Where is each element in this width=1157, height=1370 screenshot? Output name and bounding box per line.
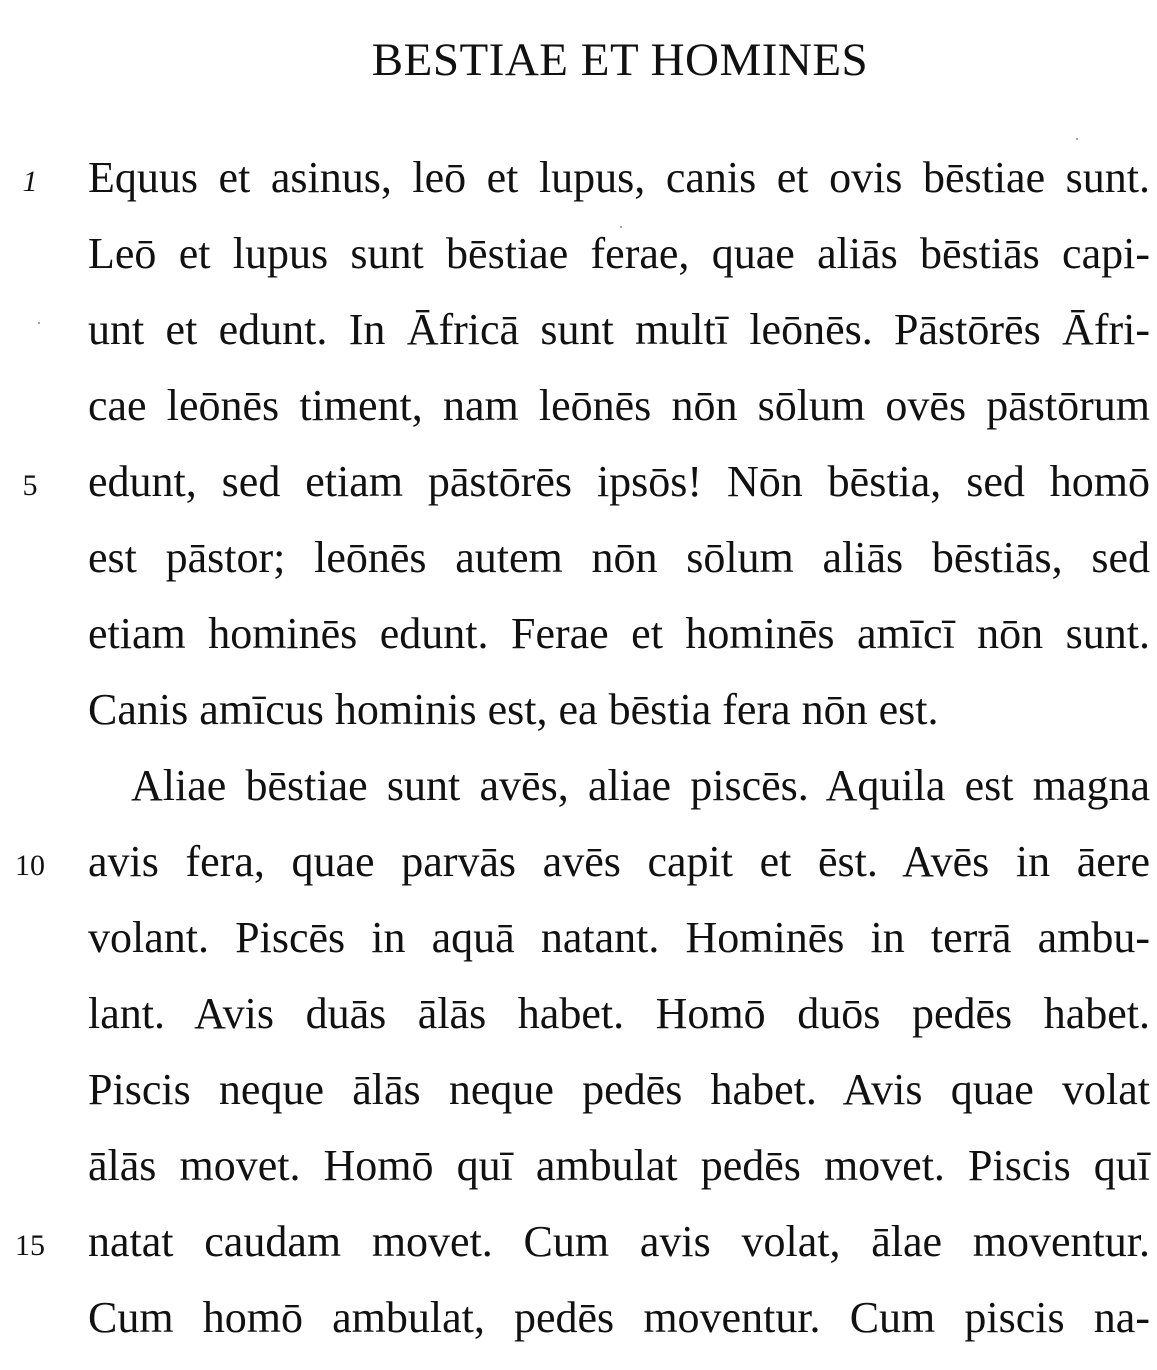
text-line: edunt, sed etiam pāstōrēs ipsōs! Nōn bēstia, sed homō — [88, 457, 1150, 506]
line-number-10: 10 — [15, 849, 45, 882]
print-speck — [620, 226, 622, 228]
text-line: est pāstor; leōnēs autem nōn sōlum aliās bēstiās, sed — [88, 533, 1150, 582]
print-speck — [1076, 138, 1078, 140]
text-line: lant. Avis duās ālās habet. Homō duōs pedēs habet. — [88, 989, 1150, 1038]
text-line: Aliae bēstiae sunt avēs, aliae piscēs. Aquila est magna — [131, 761, 1150, 810]
line-number-5: 5 — [22, 469, 38, 502]
text-line: Leō et lupus sunt bēstiae ferae, quae aliās bēstiās capi- — [88, 229, 1150, 278]
text-line: ālās movet. Homō quī ambulat pedēs movet. Piscis quī — [88, 1141, 1150, 1190]
text-line: cae leōnēs timent, nam leōnēs nōn sōlum ovēs pāstōrum — [88, 381, 1150, 430]
text-line: Equus et asinus, leō et lupus, canis et ovis bēstiae sunt. — [88, 153, 1150, 202]
chapter-title: BESTIAE ET HOMINES — [371, 34, 869, 86]
text-line: avis fera, quae parvās avēs capit et ēst. Avēs in āere — [88, 837, 1150, 886]
text-line: Canis amīcus hominis est, ea bēstia fera nōn est. — [88, 685, 939, 734]
print-speck — [38, 322, 40, 324]
text-line: natat caudam movet. Cum avis volat, ālae moventur. — [88, 1217, 1150, 1266]
text-line: volant. Piscēs in aquā natant. Hominēs in terrā ambu- — [88, 913, 1150, 962]
line-number-15: 15 — [15, 1229, 45, 1262]
text-line: etiam hominēs edunt. Ferae et hominēs amīcī nōn sunt. — [88, 609, 1150, 658]
text-line: Piscis neque ālās neque pedēs habet. Avis quae volat — [88, 1065, 1150, 1114]
line-number-1: 1 — [22, 165, 38, 198]
text-line: Cum homō ambulat, pedēs moventur. Cum piscis na- — [88, 1293, 1150, 1342]
text-line: unt et edunt. In Āfricā sunt multī leōnēs. Pāstōrēs Āfri- — [88, 305, 1150, 354]
